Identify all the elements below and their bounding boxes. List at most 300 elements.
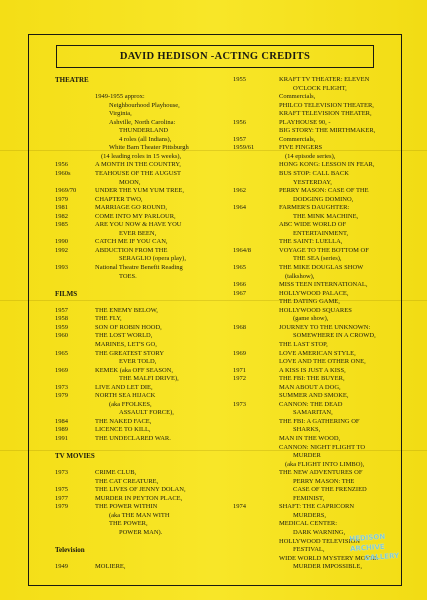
credit-year: 1971 [233,366,246,374]
credit-row [233,503,405,512]
credit-row [233,495,405,504]
credit-year [233,341,279,350]
credit-year: 1969 [233,349,246,357]
credit-year [233,452,279,461]
credit-title: (game show), [293,315,329,323]
credit-title: MURDER IMPOSSIBLE, [293,563,362,571]
credit-row [233,221,405,230]
credit-title: YESTERDAY, [293,178,332,186]
credit-title: Ashville, North Carolina: [109,118,176,126]
credit-title: FESTIVAL, [293,546,325,554]
credit-year [55,273,95,282]
credit-title: MEDICAL CENTER: [279,520,338,528]
credit-title: SERAGLIO (opera play), [119,255,186,263]
credit-year: 1956 [55,161,68,169]
credit-year [55,93,95,102]
credit-year [55,529,95,538]
credit-title: PERRY MASON: THE [293,477,355,485]
credit-year [233,298,279,307]
credit-year [55,401,95,410]
credit-row [233,76,405,85]
credit-title: DODGING DOMINO, [293,195,354,203]
credit-year: 1966 [233,281,246,289]
credit-row [55,495,230,504]
credit-title: VOYAGE TO THE BOTTOM OF [279,246,369,254]
credit-year [55,409,95,418]
credit-title: MARRIAGE GO ROUND, [95,204,168,212]
credit-title: THE FBI: THE BUYER, [279,375,345,383]
credit-title: (14 episode series), [285,152,336,160]
credit-row [55,161,230,170]
credit-title: ABDUCTION FROM THE [95,246,168,254]
credit-title: SOMEWHERE IN A CROWD, [293,332,376,340]
credit-title: A MONTH IN THE COUNTRY, [95,161,181,169]
credit-year [233,179,279,188]
spacer [55,555,230,564]
spacer [55,444,230,453]
credit-title: CATCH ME IF YOU CAN, [95,238,168,246]
credit-title: DARK WARNING, [293,528,346,536]
credit-row [233,426,405,435]
credit-row [233,392,405,401]
credit-title: SUMMER AND SMOKE, [279,392,349,400]
credit-year [233,512,279,521]
credit-title: CANNON: NIGHT FLIGHT TO [279,443,366,451]
credit-row [55,529,230,538]
credit-title: THE SAINT: LUELLA, [279,238,343,246]
credit-title: THE FLY, [95,315,122,323]
credit-title: HOLLYWOOD SQUARES [279,306,352,314]
credit-year [233,392,279,401]
credit-row [55,563,230,572]
credit-title: UNDER THE YUM YUM TREE, [95,187,185,195]
credit-year [233,273,279,282]
credit-row [55,332,230,341]
credit-row [55,375,230,384]
credit-title: (14 leading roles in 15 weeks), [101,152,182,160]
credit-row [233,119,405,128]
credit-row [55,179,230,188]
credit-year: 1979 [55,392,68,400]
credit-row [55,119,230,128]
credit-year: 1962 [233,187,246,195]
credit-title: ABC WIDE WORLD OF [279,221,347,229]
credit-title: 4 roles (all Indians), [119,135,172,143]
credit-year [233,435,279,444]
watermark-line-2: GALLERY [363,551,400,563]
credit-year [55,102,95,111]
credit-row [55,418,230,427]
credit-year: 1981 [55,204,68,212]
credit-row [233,401,405,410]
credit-row [233,153,405,162]
credit-year: 1957 [55,306,68,314]
credit-year [233,153,279,162]
credit-year [233,538,279,547]
credit-title: ASSAULT FORCE), [119,409,174,417]
credit-row [55,255,230,264]
credit-title: A KISS IS JUST A KISS, [279,366,346,374]
credit-year [233,255,279,264]
credit-row [233,255,405,264]
credit-title: FIVE FINGERS [279,144,323,152]
credit-year [233,110,279,119]
credit-row [55,93,230,102]
credit-year: 1964 [233,204,246,212]
credit-year: 1969/70 [55,187,77,195]
credit-row [233,341,405,350]
credit-title: SHARKS, [293,426,321,434]
credit-row [233,324,405,333]
credit-title: THE DATING GAME, [279,298,340,306]
credit-title: MISS TEEN INTERNATIONAL, [279,281,368,289]
credit-row [55,384,230,393]
credit-row [55,341,230,350]
credit-row [55,315,230,324]
credit-title: SON OF ROBIN HOOD, [95,323,162,331]
credit-year [55,478,95,487]
credit-row [55,170,230,179]
watermark-line-1: HEDISON ARCHIVE [349,532,386,554]
credit-year [233,469,279,478]
credit-row [233,461,405,470]
credit-row [233,469,405,478]
credit-row [55,409,230,418]
spacer [55,281,230,290]
credit-year: 1957 [233,135,246,143]
section-heading: FILMS [55,289,78,298]
credit-year [233,495,279,504]
credit-title: LOVE AND THE OTHER ONE, [279,358,366,366]
credit-title: Commercials, [279,93,316,101]
credit-row [55,213,230,222]
credit-row [55,187,230,196]
credit-title: Commercials, [279,135,316,143]
credit-row [233,384,405,393]
credit-year: 1965 [233,264,246,272]
credit-year [55,512,95,521]
credit-year [233,127,279,136]
credit-title: THE LOST WORLD, [95,332,153,340]
credit-row [55,110,230,119]
credit-row [233,238,405,247]
credit-row [233,213,405,222]
credit-title: National Theatre Benefit Reading [95,264,183,272]
credit-title: EVER TOLD, [119,358,157,366]
credit-year: 1975 [55,486,68,494]
credit-title: THE NEW ADVENTURES OF [279,469,363,477]
credit-row [233,512,405,521]
credit-year: 1989 [55,426,68,434]
credit-title: KRAFT TV THEATER: ELEVEN [279,76,370,83]
credit-year: 1991 [55,434,68,442]
credit-year [233,546,279,555]
credit-year: 1968 [233,323,246,331]
credit-row [233,196,405,205]
credit-title: LOVE AMERICAN STYLE, [279,349,356,357]
credit-year [233,315,279,324]
credit-row [233,281,405,290]
page-title-text: DAVID HEDISON -ACTING CREDITS [119,51,311,62]
credit-title: ENTERTAINMENT, [293,229,349,237]
credit-year [55,127,95,136]
credit-row [233,350,405,359]
credit-row [233,179,405,188]
credit-title: HOLLYWOOD PALACE, [279,289,349,297]
credit-title: Virginia, [109,110,132,118]
credit-title: THE SEA (series), [293,255,342,263]
credit-row [233,273,405,282]
credit-year: 1964/8 [233,246,252,254]
credit-row [233,230,405,239]
credit-title: NORTH SEA HIJACK [95,392,156,400]
credit-row [55,324,230,333]
credit-year: 1979 [55,503,68,511]
credit-row [233,315,405,324]
credit-title: EVER BEEN, [119,229,157,237]
credit-row [55,196,230,205]
credit-year [55,144,95,153]
credit-title: MAN ABOUT A DOG, [279,383,341,391]
spacer [55,298,230,307]
credit-year [233,529,279,538]
credit-row [55,127,230,136]
credit-row [55,136,230,145]
credit-title: THUNDERLAND [119,127,169,135]
credit-year [55,153,95,162]
watermark-logo [349,526,413,568]
credit-row [233,307,405,316]
credit-title: MOON, [119,178,141,186]
credit-row [55,230,230,239]
credit-year [233,85,279,94]
credit-year: 1984 [55,417,68,425]
credit-year: 1959 [55,323,68,331]
credit-title: MURDER [293,452,321,460]
credit-row [233,367,405,376]
credit-title: 1949-1955 approx: [95,93,145,101]
section-heading: Television [55,546,85,555]
credit-row [55,153,230,162]
credit-row [233,204,405,213]
credit-year: 1993 [55,264,68,272]
credit-year [55,341,95,350]
credit-year: 1973 [55,383,68,391]
credit-year [55,119,95,128]
credit-year: 1990 [55,238,68,246]
credit-row [55,392,230,401]
credit-title: KEMEK (aka OFF SEASON, [95,366,173,374]
credit-row [55,401,230,410]
credit-year: 1955 [233,76,246,83]
credit-year [233,444,279,453]
credit-row [55,435,230,444]
credit-title: HONG KONG: LESSON IN FEAR, [279,161,375,169]
credit-row [233,85,405,94]
credit-year [55,230,95,239]
credit-title: THE FBI: A GATHERING OF [279,417,360,425]
credit-title: THE ENEMY BELOW, [95,306,158,314]
credit-row [55,358,230,367]
credit-year: 1973 [55,469,68,477]
credit-title: THE MINK MACHINE, [293,212,359,220]
credit-title: MAN IN THE WOOD, [279,434,341,442]
credit-title: (aka THE MAN WITH [109,511,170,519]
credit-year [55,110,95,119]
credit-row [233,247,405,256]
credit-title: (aka FFOLKES, [109,400,152,408]
credit-row [55,204,230,213]
credit-row [233,418,405,427]
credit-title: LIVE AND LET DIE, [95,383,153,391]
credit-title: THE NAKED FACE, [95,417,152,425]
credit-row [55,520,230,529]
credit-title: MURDER IN PEYTON PLACE, [95,494,183,502]
credit-year: 1960s [55,170,71,178]
section-heading: THEATRE [55,76,89,84]
credit-title: MURDERS, [293,511,327,519]
credit-year [233,213,279,222]
credit-year [233,478,279,487]
credits-column-left [55,76,230,572]
page-title [56,45,374,68]
credit-row [233,375,405,384]
credit-row [55,264,230,273]
credit-title: CANNON: THE DEAD [279,400,343,408]
credit-title: FEMINIST, [293,494,325,502]
credit-year: 1960 [55,332,68,340]
credit-row [233,444,405,453]
credit-year [233,93,279,102]
credit-title: LICENCE TO KILL, [95,426,151,434]
credit-year: 1969 [55,366,68,374]
credit-row [233,144,405,153]
credit-year: 1974 [233,503,246,511]
credit-year [233,461,279,470]
credit-year [233,196,279,205]
credit-year: 1977 [55,494,68,502]
credit-title: SAMARITAN, [293,409,333,417]
credit-row [233,127,405,136]
credit-year [55,520,95,529]
credit-year [233,418,279,427]
credit-year [55,179,95,188]
credit-year [233,520,279,529]
credit-row [55,350,230,359]
credit-row [55,512,230,521]
credit-title: COME INTO MY PARLOUR, [95,212,176,220]
credit-year: 1992 [55,246,68,254]
credit-title: KRAFT TELEVISION THEATER, [279,110,372,118]
credit-title: THE CAT CREATURE, [95,477,159,485]
credit-year: 1979 [55,195,68,203]
credit-year [55,136,95,145]
credit-title: THE MALFI DRIVE), [119,375,179,383]
credit-title: O'CLOCK FLIGHT, [293,84,347,92]
credit-row [233,298,405,307]
credit-row [233,187,405,196]
credit-year: 1956 [233,118,246,126]
credit-year [55,255,95,264]
credit-title: TOES. [119,272,137,280]
credit-title: THE UNDECLARED WAR. [95,434,171,442]
credit-title: ARE YOU NOW & HAVE YOU [95,221,182,229]
credit-year [233,358,279,367]
section-heading: TV MOVIES [55,452,95,461]
credit-year: 1965 [55,349,68,357]
credit-year [233,238,279,247]
credit-year [233,555,279,564]
credit-row [55,221,230,230]
credit-year: 1973 [233,400,246,408]
credit-row [233,136,405,145]
credit-year [233,230,279,239]
credit-title: WIDE WORLD MYSTERY MOVIE: [279,554,379,562]
credit-row [55,426,230,435]
credit-row [233,409,405,418]
credit-row [55,307,230,316]
credit-title: THE LAST STOP, [279,340,328,348]
credit-row [55,238,230,247]
credit-row [233,358,405,367]
credit-title: MOLIERE, [95,563,126,571]
credit-title: MARINES, LET'S GO, [95,340,157,348]
credit-row [233,478,405,487]
credit-row [233,290,405,299]
credit-row [233,332,405,341]
credit-title: POWER MAN). [119,528,163,536]
credit-row [233,452,405,461]
credit-title: CHAPTER TWO, [95,195,143,203]
credit-title: SHAFT: THE CAPRICORN [279,503,355,511]
credit-row [55,367,230,376]
credit-year [233,409,279,418]
credit-row [233,486,405,495]
credit-row [55,486,230,495]
credit-title: THE LIVES OF JENNY DOLAN, [95,486,186,494]
credit-title: BIG STORY: THE MIRTHMAKER, [279,127,376,135]
credit-title: THE POWER WITHIN [95,503,158,511]
credit-year: 1949 [55,563,68,571]
credit-row [233,161,405,170]
credit-title: Neighbourhood Playhouse, [109,101,180,109]
credit-year [233,102,279,111]
spacer [55,85,230,94]
credit-title: (aka FLIGHT INTO LIMBO), [285,460,365,468]
credit-year [233,170,279,179]
credit-year: 1959/61 [233,144,255,152]
credit-year [233,563,279,572]
credit-year: 1982 [55,212,68,220]
credit-title: CASE OF THE FRENZIED [293,486,367,494]
credit-row [55,273,230,282]
credit-row [55,247,230,256]
credit-year [233,161,279,170]
credit-title: HOLLYWOOD TELEVISION [279,537,361,545]
credit-year [233,221,279,230]
credit-row [55,102,230,111]
credit-year [233,307,279,316]
credit-title: THE POWER, [109,520,148,528]
credit-row [55,144,230,153]
credit-year: 1972 [233,375,246,383]
credit-title: PERRY MASON: CASE OF THE [279,187,369,195]
credit-title: PLAYHOUSE 90, - [279,118,331,126]
credit-row [233,170,405,179]
credit-title: BUS STOP: CALL BACK [279,170,349,178]
credit-title: White Barn Theater Pittsburgh [109,144,189,152]
credit-row [233,264,405,273]
